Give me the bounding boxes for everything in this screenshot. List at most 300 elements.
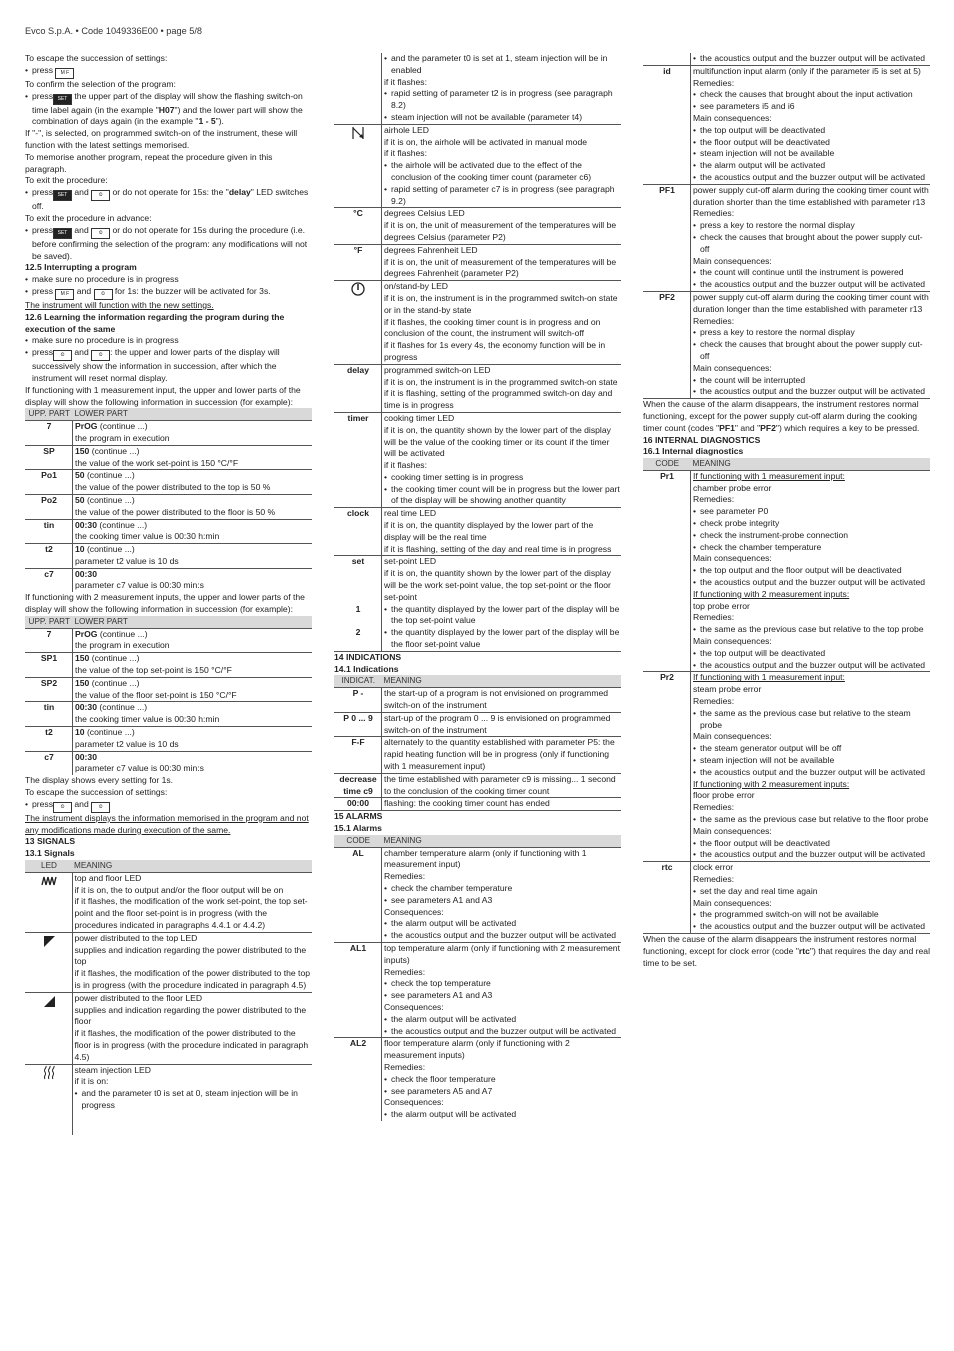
text: if it is on, the to output and/or the floor output will be on (74, 884, 284, 895)
section-heading: 13.1 Signals (25, 848, 75, 859)
text: Main consequences: (693, 731, 772, 742)
table-row (334, 773, 621, 798)
bullet: • check the top temperature (384, 978, 620, 990)
text: When the cause of the alarm disappears, the instrument restores normal functioning, except for the power supply cut-off alarm during the cooking timer count (codes "PF1" and "PF2") which requires a key to be pressed. (643, 399, 920, 433)
lower-part-value: 10 (continue ...) (75, 727, 135, 738)
text: the value of the power distributed to the top is 50 % (75, 482, 271, 493)
code: Pr1 (643, 470, 691, 672)
text: if it is on, the instrument is in the programmed switch-on state (384, 376, 618, 387)
section-heading: 12.6 Learning the information regarding the program during the execution of the same (25, 311, 285, 334)
bullet: • the count will continue until the instrument is powered (693, 267, 929, 279)
text: if it flashes, the modification of the power distributed to the floor is in progress (with the procedure indicated in paragraph 4.5) (74, 1028, 309, 1062)
text: chamber probe error (693, 482, 772, 493)
display-sequence-table-2 (25, 616, 312, 775)
code: AL1 (334, 942, 382, 1037)
bullet: • the acoustics output and the buzzer output will be activated (693, 172, 929, 184)
lower-part-value: 00:30 (continue ...) (75, 519, 148, 530)
table-row (25, 494, 312, 519)
text: Remedies: (693, 494, 735, 505)
bullet: • the acoustics output and the buzzer output will be activated (384, 1026, 620, 1038)
text: Consequences: (384, 906, 444, 917)
bullet: • see parameters A1 and A3 (384, 990, 620, 1002)
bullet: • check the causes that brought about the power supply cut-off (693, 339, 929, 363)
text: If functioning with 2 measurement inputs, the upper and lower parts of the display will show the following information in succession (for example): (25, 592, 305, 615)
bullet: • the programmed switch-on will not be available (693, 909, 929, 921)
lower-part-value: 00:30 (continue ...) (75, 702, 148, 713)
lower-part-value: 00:30 (75, 568, 97, 579)
text: the program in execution (75, 432, 170, 443)
code: Pr2 (643, 672, 691, 862)
text: The display shows every setting for 1s. (25, 775, 174, 786)
bullet: • the acoustics output and the buzzer output will be activated (693, 279, 929, 291)
col-header: LOWER PART (73, 616, 313, 628)
text: if it is on, the quantity shown by the lower part of the display will be the work set-point value, the top set-point or the floor set-point (384, 568, 611, 602)
bullet: • check the causes that brought about the input activation (693, 89, 929, 101)
text: the cooking timer value is 00:30 h:min (75, 531, 220, 542)
text: the start-up of a program is not envisioned on programmed switch-on of the instrument (384, 688, 609, 711)
bullet: • the steam generator output will be off (693, 743, 929, 755)
text: parameter c7 value is 00:30 min:s (75, 763, 204, 774)
bullet: • the acoustics output and the buzzer output will be activated (693, 767, 929, 779)
set-sub-key: 1 (334, 604, 382, 628)
bullet: • and the parameter t0 is set at 1, steam injection will be in enabled (384, 53, 620, 77)
bullet: • and the parameter t0 is set at 0, steam injection will be in progress (75, 1088, 312, 1112)
bullet: • the cooking timer count will be in progress but the lower part of the display will be showing another quantity (384, 484, 620, 508)
text: if it flashes: (384, 148, 427, 159)
lower-part-value: 10 (continue ...) (75, 544, 135, 555)
bullet: • the acoustics output and the buzzer output will be activated (384, 930, 620, 942)
steam-icon-continued (334, 53, 382, 124)
text: Remedies: (693, 208, 735, 219)
bullet: • the same as the previous case but relative to the floor probe (693, 814, 929, 826)
table-row (643, 470, 930, 672)
upper-part-value: t2 (25, 727, 73, 752)
lower-part-value: 150 (continue ...) (75, 653, 140, 664)
diagnostics-table (643, 458, 930, 933)
col-header: MEANING (382, 675, 622, 687)
text: if it is on, the unit of measurement of the temperatures will be degrees Celsius (parameter P2) (384, 220, 617, 242)
bullet: • the acoustics output and the buzzer output will be activated (693, 577, 929, 589)
table-row (25, 677, 312, 702)
clock-key-icon: ⏲ (91, 802, 110, 813)
bullet: • make sure no procedure is in progress (25, 274, 312, 286)
lower-part-value: 150 (continue ...) (75, 445, 140, 456)
bullet: • press SET and ⏲ or do not operate for 15s during the procedure (i.e. before confirming the selection of the program: any modifications will not be saved). (25, 225, 312, 263)
airhole-icon (334, 124, 382, 208)
bullet: • check the causes that brought about the power supply cut-off (693, 232, 929, 256)
upper-part-value: SP (25, 445, 73, 470)
bullet: • check probe integrity (693, 518, 929, 530)
text: parameter c7 value is 00:30 min:s (75, 580, 204, 591)
text: programmed switch-on LED (384, 364, 491, 375)
table-row (643, 291, 930, 398)
text: Remedies: (693, 873, 735, 884)
section-heading: 12.5 Interrupting a program (25, 262, 137, 273)
text: multifunction input alarm (only if the parameter i5 is set at 5) (693, 65, 921, 76)
text: the value of the power distributed to the floor is 50 % (75, 506, 276, 517)
table-row (25, 727, 312, 752)
bullet: • press ⏲ and ⏲ : the upper and lower parts of the display will successively show the information in succession, after which the instrument will reset normal display. (25, 347, 312, 385)
text: Remedies: (693, 696, 735, 707)
upper-part-value: c7 (25, 751, 73, 775)
text: To exit the procedure in advance: (25, 212, 152, 223)
text: the program in execution (75, 640, 170, 651)
text: if it flashes, the modification of the work set-point, the top set-point and the floor set-point is in progress (with the procedures indicated in paragraphs 4.4.1 or 4.4.2) (74, 896, 308, 930)
text: if it flashes: (384, 76, 427, 87)
table-row (25, 751, 312, 775)
col-header: MEANING (382, 835, 622, 847)
text: start-up of the program 0 ... 9 is envisioned on programmed switch-on of the instrument (384, 712, 611, 735)
set-key-icon: SET (53, 228, 72, 239)
text: Main consequences: (693, 553, 772, 564)
upper-part-value: Po1 (25, 470, 73, 495)
bullet: • steam injection will not be available (693, 148, 929, 160)
table-row (334, 244, 621, 280)
bullet: • rapid setting of parameter c7 is in progress (see paragraph 9.2) (384, 184, 620, 208)
text: if it is flashing, setting of the programmed switch-on day and time is in progress (384, 388, 613, 411)
bullet: • the acoustics output and the buzzer output will be activated (693, 660, 929, 672)
text: degrees Celsius LED (384, 208, 465, 219)
lower-part-value: PrOG (continue ...) (75, 421, 148, 432)
section-heading: 16.1 Internal diagnostics (643, 446, 744, 457)
table-row (334, 364, 621, 412)
clock-key-icon: ⏲ (91, 350, 110, 361)
bullet: • the same as the previous case but relative to the top probe (693, 624, 929, 636)
upper-part-value: 7 (25, 628, 73, 653)
text: Remedies: (384, 871, 426, 882)
text: Consequences: (384, 1001, 444, 1012)
bullet: • the alarm output will be activated (384, 1014, 620, 1026)
bullet: • the floor output will be deactivated (693, 137, 929, 149)
timer-key-icon: ⏲ (94, 289, 113, 300)
text: floor temperature alarm (only if functioning with 2 measurement inputs) (384, 1038, 570, 1061)
col-header: CODE (334, 835, 382, 847)
indication-code: P - (334, 688, 382, 713)
alarms-table (334, 835, 621, 1121)
table-row (334, 208, 621, 244)
text: When the cause of the alarm disappears the instrument restores normal functioning, except for clock error (code "rtc") that requires the day and real time to be set. (643, 933, 930, 968)
table-row (334, 712, 621, 737)
text: set-point LED (384, 556, 437, 567)
text: Remedies: (384, 1061, 426, 1072)
text: if it flashes for 1s every 4s, the economy function will be in progress (384, 340, 606, 362)
text: if it is on: (74, 1076, 109, 1087)
text: top and floor LED (74, 872, 142, 883)
bullet: • press a key to restore the normal display (693, 327, 929, 339)
bullet: • press SET and ⏲ or do not operate for 15s: the "delay" LED switches off. (25, 187, 312, 213)
indications-table (334, 675, 621, 810)
text: supplies and indication regarding the power distributed to the floor (74, 1004, 307, 1027)
upper-part-value: c7 (25, 568, 73, 592)
led-symbol: clock (334, 508, 382, 556)
text: To confirm the selection of the program: (25, 78, 176, 89)
lower-part-value: 00:30 (75, 751, 97, 762)
bullet: • the top output will be deactivated (693, 125, 929, 137)
text: chamber temperature alarm (only if functioning with 1 measurement input) (384, 847, 587, 870)
text: the cooking timer value is 00:30 h:min (75, 714, 220, 725)
col-header: MEANING (691, 458, 931, 470)
text: if it is on, the quantity shown by the lower part of the display will be the value of the cooking timer or its count if the timer will be activated (384, 424, 611, 459)
upper-part-value: tin (25, 519, 73, 544)
bullet: • press M F and ⏲ for 1s: the buzzer will be activated for 3s. (25, 286, 312, 300)
table-row (25, 568, 312, 592)
set-key-icon: SET (53, 190, 72, 201)
text: steam probe error (693, 684, 762, 695)
bullet: • make sure no procedure is in progress (25, 335, 312, 347)
text: To escape the succession of settings: (25, 787, 168, 798)
table-row (334, 124, 621, 208)
text: the value of the top set-point is 150 °C/°F (75, 665, 232, 676)
table-row (25, 653, 312, 678)
table-row (25, 702, 312, 727)
bullet: • check the chamber temperature (693, 542, 929, 554)
text: if it flashes, the cooking timer count is in progress and on conclusion of the count, the instrument will switch-off (384, 316, 601, 339)
table-row (334, 53, 621, 124)
text: Remedies: (693, 802, 735, 813)
table-row (334, 556, 621, 604)
text: flashing: the cooking timer count has ended (384, 798, 550, 809)
text: clock error (693, 862, 734, 873)
code: AL (334, 847, 382, 942)
lower-part-value: 50 (continue ...) (75, 470, 135, 481)
text: the value of the work set-point is 150 °C/°F (75, 457, 239, 468)
text: steam injection LED (74, 1064, 151, 1075)
upper-part-value: SP2 (25, 677, 73, 702)
text: on/stand-by LED (384, 281, 449, 292)
timer-key-icon: ⏲ (53, 350, 72, 361)
power-icon (334, 281, 382, 365)
table-row (334, 847, 621, 942)
text: Main consequences: (693, 112, 772, 123)
col-header: LED (25, 860, 72, 872)
bullet: • press SET the upper part of the display will show the flashing switch-on time label again (in the example "H07") and the lower part will show the combination of days again (in the example "1 - 5"). (25, 91, 312, 129)
column-1 (25, 53, 312, 1135)
text: Main consequences: (693, 825, 772, 836)
text: Remedies: (693, 315, 735, 326)
text: Consequences: (384, 1097, 444, 1108)
table-row (643, 53, 930, 65)
text: To memorise another program, repeat the procedure given in this paragraph. (25, 151, 273, 174)
text: if it flashes: (384, 460, 427, 471)
bullet: • the airhole will be activated due to the effect of the conclusion of the cooking timer count (parameter c6) (384, 160, 620, 184)
bullet: • the same as the previous case but relative to the steam probe (693, 708, 929, 732)
table-row (334, 688, 621, 713)
table-row (25, 519, 312, 544)
section-heading: 13 SIGNALS (25, 836, 76, 847)
bullet: • the quantity displayed by the lower part of the display will be the floor set-point value (384, 627, 620, 651)
bullet: • the count will be interrupted (693, 375, 929, 387)
col-header: UPP. PART (25, 408, 73, 420)
bullet: • steam injection will not be available (parameter t4) (384, 112, 620, 124)
text: Main consequences: (693, 897, 772, 908)
code-continued (643, 53, 691, 65)
bullet: • the alarm output will be activated (384, 1109, 620, 1121)
bullet: • press ⏲ and ⏲ (25, 799, 312, 813)
text: real time LED (384, 508, 437, 519)
alarms-table-continued (643, 53, 930, 398)
bullet: • the alarm output will be activated (384, 918, 620, 930)
text: If functioning with 1 measurement input, the upper and lower parts of the display will show the following information in succession (for example): (25, 384, 301, 407)
mf-key-icon: M F (55, 289, 74, 300)
mf-key-icon: M F (55, 68, 74, 79)
lower-part-value: PrOG (continue ...) (75, 628, 148, 639)
page-header: Evco S.p.A. • Code 1049336E00 • page 5/8 (25, 26, 203, 36)
table-row (334, 281, 621, 365)
upper-part-value: 7 (25, 421, 73, 446)
indication-code: decrease time c9 (334, 773, 382, 798)
code: PF2 (643, 291, 691, 398)
text: If functioning with 1 measurement input: (693, 672, 845, 683)
lower-part-value: 150 (continue ...) (75, 677, 140, 688)
table-row (334, 798, 621, 810)
text: Main consequences: (693, 636, 772, 647)
underlined-text: The instrument displays the information memorised in the program and not any modifications made during execution of the same. (25, 812, 309, 835)
text: parameter t2 value is 10 ds (75, 555, 179, 566)
top-power-icon (25, 932, 72, 992)
text: if it is on, the quantity displayed by the lower part of the display will be the real time (384, 520, 594, 542)
text: alternately to the quantity established with parameter P5: the rapid heating function will be in progress (only if functioning with 1 measurement input) (384, 737, 615, 772)
text: To exit the procedure: (25, 175, 108, 186)
col-header: INDICAT. (334, 675, 382, 687)
text: cooking timer LED (384, 412, 455, 423)
text: if it is flashing, setting of the day and real time is in progress (384, 543, 612, 554)
bullet: • check the instrument-probe connection (693, 530, 929, 542)
bullet: • the quantity displayed by the lower part of the display will be the top set-point value (384, 604, 620, 628)
bullet: • the acoustics output and the buzzer output will be activated (693, 849, 929, 861)
bullet: • see parameters i5 and i6 (693, 101, 929, 113)
set-sub-key: 2 (334, 627, 382, 651)
underlined-text: The instrument will function with the new settings. (25, 299, 214, 310)
text: Main consequences: (693, 255, 772, 266)
text: floor probe error (693, 790, 755, 801)
table-row (643, 672, 930, 862)
table-row (643, 65, 930, 184)
col-header: MEANING (72, 860, 312, 872)
text: Main consequences: (693, 362, 772, 373)
col-header: UPP. PART (25, 616, 73, 628)
column-2 (334, 53, 621, 1121)
text: parameter t2 value is 10 ds (75, 738, 179, 749)
bullet: • the alarm output will be activated (693, 160, 929, 172)
bullet: • see parameters A5 and A7 (384, 1086, 620, 1098)
clock-key-icon: ⏲ (91, 228, 110, 239)
column-3 (643, 53, 930, 969)
code: AL2 (334, 1038, 382, 1121)
section-heading: 14.1 Indications (334, 663, 399, 674)
upper-part-value: t2 (25, 544, 73, 569)
table-row (643, 862, 930, 933)
bullet: • press a key to restore the normal display (693, 220, 929, 232)
text: top temperature alarm (only if functioning with 2 measurement inputs) (384, 942, 620, 965)
code: PF1 (643, 184, 691, 291)
upper-part-value: SP1 (25, 653, 73, 678)
table-row (25, 544, 312, 569)
table-row (25, 628, 312, 653)
led-symbol: °F (334, 244, 382, 280)
bullet: • set the day and real time again (693, 886, 929, 898)
bullet: • the acoustics output and the buzzer output will be activated (693, 53, 929, 65)
clock-key-icon: ⏲ (91, 190, 110, 201)
table-row (334, 942, 621, 1037)
led-symbol: set (334, 556, 382, 604)
text: To escape the succession of settings: (25, 53, 168, 63)
display-sequence-table-1 (25, 408, 312, 592)
text: the time established with parameter c9 is missing... 1 second to the conclusion of the cooking timer count (384, 773, 616, 796)
text: if it flashes, the modification of the power distributed to the top is in progress (with the procedure indicated in paragraph 4.5) (74, 968, 311, 990)
bullet: • the acoustics output and the buzzer output will be activated (693, 386, 929, 398)
col-header: LOWER PART (73, 408, 313, 420)
bullet: • the top output will be deactivated (693, 648, 929, 660)
section-heading: 15.1 Alarms (334, 823, 382, 833)
floor-power-icon (25, 992, 72, 1064)
text: Remedies: (384, 966, 426, 977)
led-symbol: timer (334, 412, 382, 507)
text: the value of the floor set-point is 150 °C/°F (75, 689, 237, 700)
text: power distributed to the floor LED (74, 992, 203, 1003)
table-row (25, 445, 312, 470)
table-row (334, 508, 621, 556)
bullet: • cooking timer setting is in progress (384, 472, 620, 484)
text: If "-", is selected, on programmed switch-on of the instrument, these will function with the latest settings memorised. (25, 128, 298, 150)
bullet: • steam injection will not be available (693, 755, 929, 767)
bullet: • the top output and the floor output will be deactivated (693, 565, 929, 577)
section-heading: 15 ALARMS (334, 811, 383, 822)
text: if it is on, the unit of measurement of the temperatures will be degrees Fahrenheit (parameter P2) (384, 256, 617, 279)
bullet: • see parameter P0 (693, 506, 929, 518)
led-symbol: delay (334, 364, 382, 412)
indication-code: F-F (334, 737, 382, 773)
text: top probe error (693, 600, 750, 611)
table-row (643, 184, 930, 291)
text: power supply cut-off alarm during the cooking timer count with duration longer than the time established with parameter r13 (693, 291, 929, 314)
text: Remedies: (693, 612, 735, 623)
table-row (334, 737, 621, 773)
code: id (643, 65, 691, 184)
bullet: • the acoustics output and the buzzer output will be activated (693, 921, 929, 933)
table-row (25, 421, 312, 446)
text: Remedies: (693, 77, 735, 88)
text: If functioning with 2 measurement inputs: (693, 588, 850, 599)
text: If functioning with 2 measurement inputs: (693, 778, 850, 789)
bullet: • see parameters A1 and A3 (384, 895, 620, 907)
text: if it is on, the instrument is in the programmed switch-on state or in the stand-by state (384, 292, 618, 315)
bullet: • rapid setting of parameter t2 is in progress (see paragraph 8.2) (384, 88, 620, 112)
upper-part-value: tin (25, 702, 73, 727)
heat-icon (25, 872, 72, 932)
text: power supply cut-off alarm during the cooking timer count with duration shorter than the time established with parameter r13 (693, 184, 929, 207)
section-heading: 16 INTERNAL DIAGNOSTICS (643, 434, 761, 445)
set-key-icon: SET (53, 94, 72, 105)
text: if it is on, the airhole will be activated in manual mode (384, 136, 588, 147)
bullet: • the floor output will be deactivated (693, 838, 929, 850)
text: supplies and indication regarding the power distributed to the top (74, 944, 307, 967)
bullet: • press M F (25, 65, 312, 79)
bullet: • check the floor temperature (384, 1074, 620, 1086)
lower-part-value: 50 (continue ...) (75, 494, 135, 505)
bullet: • check the chamber temperature (384, 883, 620, 895)
upper-part-value: Po2 (25, 494, 73, 519)
indication-code: P 0 ... 9 (334, 712, 382, 737)
text: airhole LED (384, 124, 429, 135)
timer-key-icon: ⏲ (53, 802, 72, 813)
code: rtc (643, 862, 691, 933)
signals-table-continued (334, 53, 621, 651)
indication-code: 00:00 (334, 798, 382, 810)
table-row (25, 470, 312, 495)
table-row (334, 412, 621, 507)
table-row (334, 1038, 621, 1121)
signals-table (25, 860, 312, 1135)
